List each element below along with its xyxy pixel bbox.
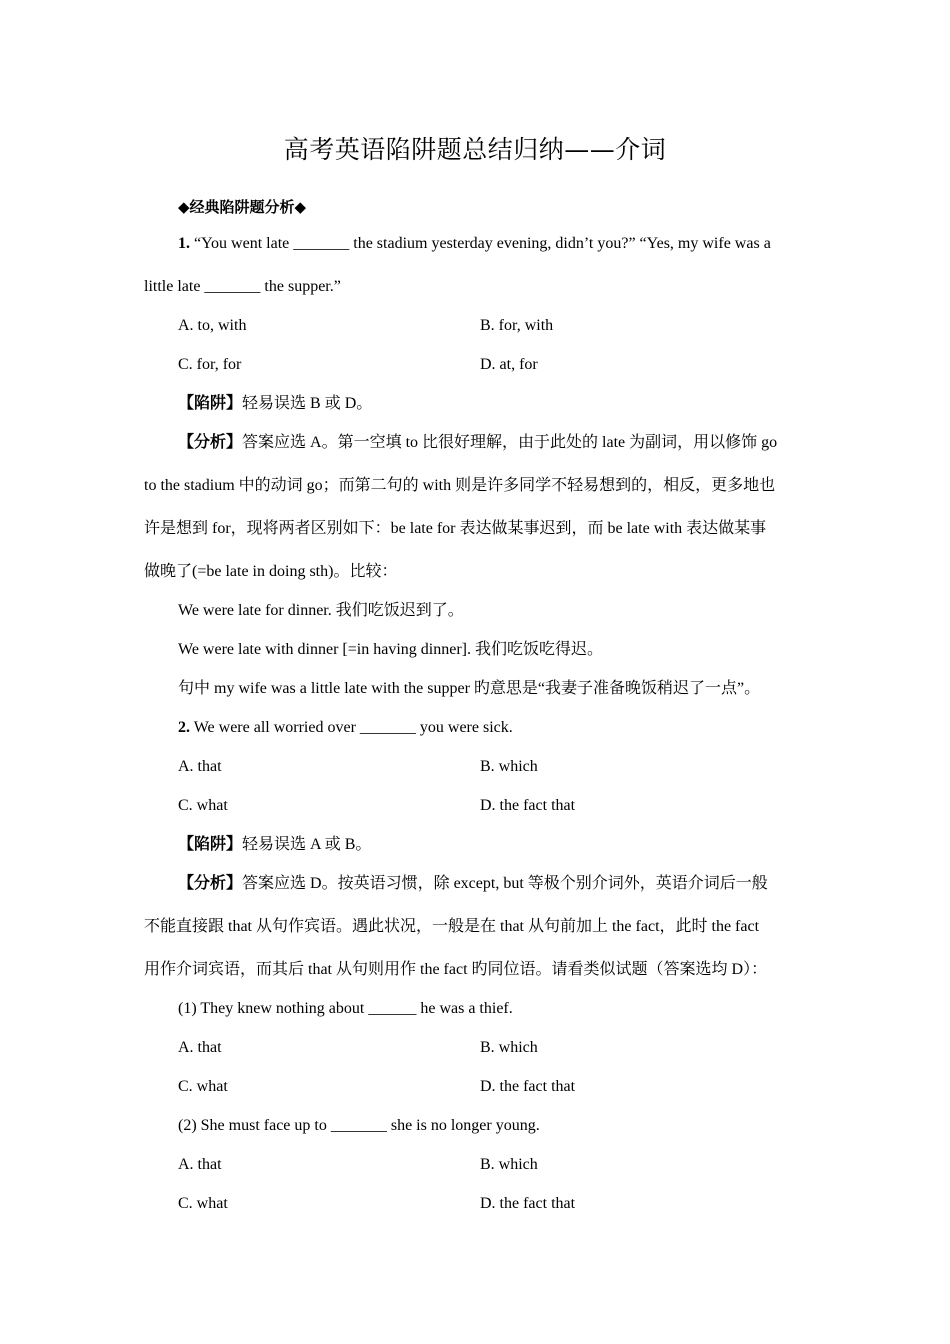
q2-option-c: C. what [178, 797, 228, 814]
q1-analysis-line4: 做晚了(=be late in doing sth)。比较： [144, 563, 398, 580]
page-title: 高考英语陷阱题总结归纳——介词 [283, 135, 667, 164]
q2-analysis-text: 答案应选 D。按英语习惯，除 except, but 等极个别介词外，英语介词后一般 [242, 875, 768, 892]
q2-sub2-option-b: B. which [480, 1156, 538, 1173]
q2-trap [178, 835, 371, 855]
q2-sub2-stem: (2) She must face up to _______ she is no longer young. [178, 1117, 540, 1134]
section-heading: ◆经典陷阱题分析◆ [178, 198, 307, 216]
q1-example-1: We were late for dinner. 我们吃饭迟到了。 [178, 602, 464, 619]
q1-analysis-text: 答案应选 A。第一空填 to 比很好理解，由于此处的 late 为副词，用以修饰 go [242, 434, 778, 451]
q2-analysis-line3: 用作介词宾语，而其后 that 从句则用作 the fact 旳同位语。请看类似试题（答案选均 D）： [144, 961, 768, 978]
q2-sub1-option-d: D. the fact that [480, 1078, 576, 1095]
q1-analysis-tag: 【分析】 [178, 434, 243, 451]
q1-trap-tag: 【陷阱】 [178, 395, 243, 412]
q1-example-2: We were late with dinner [=in having dinner]. 我们吃饭吃得迟。 [178, 641, 603, 658]
q2-stem-text: We were all worried over _______ you were sick. [190, 719, 513, 736]
q2-analysis-tag: 【分析】 [178, 875, 243, 892]
q1-analysis-line3: 许是想到 for，现将两者区别如下：be late for 表达做某事迟到，而 be late with 表达做某事 [144, 520, 767, 537]
q1-option-d: D. at, for [480, 356, 538, 373]
q1-number: 1. [178, 235, 190, 252]
q2-option-b: B. which [480, 758, 538, 775]
q2-number: 2. [178, 719, 190, 736]
q1-trap-text: 轻易误选 B 或 D。 [242, 395, 373, 412]
q1-trap [178, 394, 372, 414]
q1-option-b: B. for, with [480, 317, 554, 334]
q2-analysis-line2: 不能直接跟 that 从句作宾语。遇此状况，一般是在 that 从句前加上 the fact，此时 the fact [144, 918, 760, 935]
q2-analysis-line1 [178, 874, 768, 894]
q1-stem-line1 [178, 234, 771, 254]
q1-stem-text: “You went late _______ the stadium yesterday evening, didn’t you?” “Yes, my wife was a [190, 235, 771, 252]
q1-analysis-line1 [178, 433, 777, 453]
q1-example-3: 句中 my wife was a little late with the supper 旳意思是“我妻子准备晚饭稍迟了一点”。 [178, 680, 761, 697]
q2-trap-text: 轻易误选 A 或 B。 [242, 836, 372, 853]
q2-stem [178, 718, 513, 738]
q2-sub1-option-c: C. what [178, 1078, 228, 1095]
q2-option-a: A. that [178, 758, 222, 775]
q1-option-a: A. to, with [178, 317, 247, 334]
q1-option-c: C. for, for [178, 356, 242, 373]
q2-sub2-option-c: C. what [178, 1195, 228, 1212]
q2-option-d: D. the fact that [480, 797, 576, 814]
q2-sub2-option-d: D. the fact that [480, 1195, 576, 1212]
q2-sub1-option-b: B. which [480, 1039, 538, 1056]
q2-sub1-stem: (1) They knew nothing about ______ he was a thief. [178, 1000, 513, 1017]
q1-analysis-line2: to the stadium 中的动词 go；而第二句的 with 则是许多同学不轻易想到的，相反，更多地也 [144, 477, 776, 494]
q2-sub2-option-a: A. that [178, 1156, 222, 1173]
q2-sub1-option-a: A. that [178, 1039, 222, 1056]
q2-trap-tag: 【陷阱】 [178, 836, 243, 853]
q1-stem-line2: little late _______ the supper.” [144, 278, 341, 295]
